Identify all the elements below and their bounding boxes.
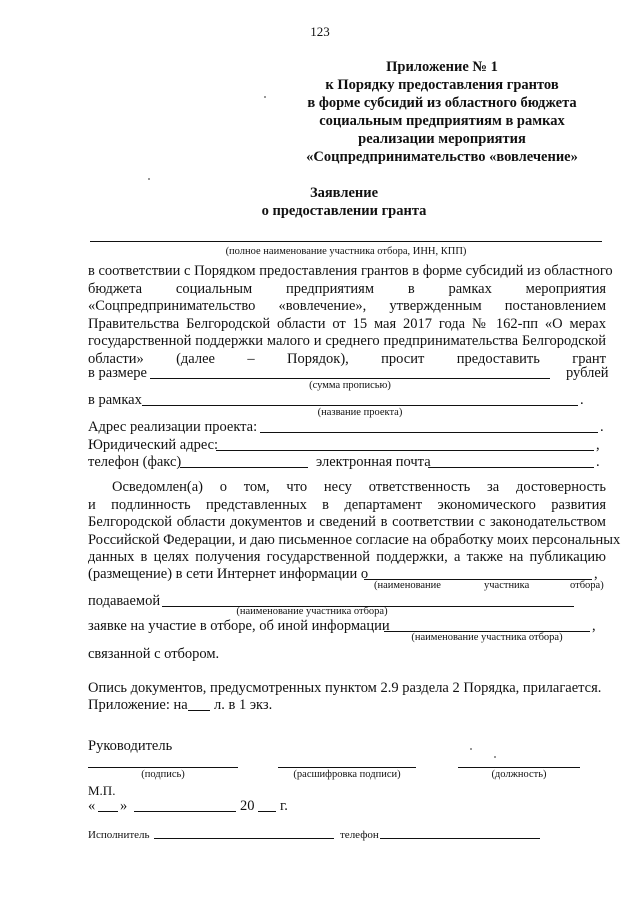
legal-address-field[interactable] xyxy=(216,450,594,451)
amount-caption: (сумма прописью) xyxy=(309,380,391,391)
date-year-prefix: 20 xyxy=(240,798,255,814)
body-line: бюджета социальным предприятиям в рамках мероприятия xyxy=(88,281,606,297)
project-field[interactable] xyxy=(142,405,578,406)
consent-line: данных в целях получения государственной поддержки, а также на публикацию xyxy=(88,549,606,565)
executor-phone-field[interactable] xyxy=(380,838,540,839)
body-line: «Соцпредпринимательство «вовлечение», утвержденным постановлением xyxy=(88,298,606,314)
publication-end: , xyxy=(594,566,598,582)
signature-decode-field[interactable] xyxy=(278,767,416,768)
email-end: . xyxy=(596,454,600,470)
consent-line: и подлинность представленных в департамент экономического развития xyxy=(88,497,606,513)
title-line-1: Заявление xyxy=(309,185,379,201)
executor-phone-label: телефон xyxy=(340,829,379,841)
legal-address-end: , xyxy=(596,437,600,453)
executor-field[interactable] xyxy=(154,838,334,839)
address-end: . xyxy=(600,419,604,435)
document-title xyxy=(0,184,640,220)
phone-field[interactable] xyxy=(180,467,308,468)
amount-field[interactable] xyxy=(150,378,550,379)
signature-caption: (подпись) xyxy=(141,769,185,780)
appendix-line: «Соцпредпринимательство «вовлечение» xyxy=(306,149,578,165)
date-day-field[interactable] xyxy=(98,811,118,812)
head-label: Руководитель xyxy=(88,738,173,754)
attachment-pages-field[interactable] xyxy=(188,710,210,711)
project-caption: (название проекта) xyxy=(317,407,403,418)
scan-speck xyxy=(470,748,472,750)
page-number: 123 xyxy=(310,24,330,39)
scan-speck xyxy=(148,178,150,180)
date-year-field[interactable] xyxy=(258,811,276,812)
appendix-header xyxy=(292,58,592,166)
publication-caption-word: участника xyxy=(484,580,530,591)
address-label: Адрес реализации проекта: xyxy=(88,419,258,435)
applicant-name-field[interactable] xyxy=(90,241,602,242)
address-field[interactable] xyxy=(260,432,598,433)
applicant-caption: (полное наименование участника отбора, ИНН, КПП) xyxy=(225,246,467,257)
date-year-suffix: г. xyxy=(280,798,288,814)
date-month-field[interactable] xyxy=(134,811,236,812)
legal-address-label: Юридический адрес: xyxy=(88,437,219,453)
amount-unit: рублей xyxy=(566,365,609,381)
inventory-text: Опись документов, предусмотренных пунктом 2.9 раздела 2 Порядка, прилагается. xyxy=(88,680,602,696)
publication-caption-word: отбора) xyxy=(570,580,604,591)
stamp-mp: М.П. xyxy=(88,783,116,798)
body-line: государственной поддержки малого и среднего предпринимательства Белгородской xyxy=(88,333,606,349)
date-quote-open: « xyxy=(88,798,96,814)
submitted-caption: (наименование участника отбора) xyxy=(236,606,388,617)
attachment-prefix: Приложение: на xyxy=(88,697,188,713)
position-field[interactable] xyxy=(458,767,580,768)
consent-line: Российской Федерации, и даю письменное согласие на обработку моих персональных xyxy=(88,532,621,548)
consent-line: Белгородской области документов и сведений в соответствии с законодательством xyxy=(88,514,606,530)
email-field[interactable] xyxy=(428,467,594,468)
body-line: области» (далее – Порядок), просит предоставить грант xyxy=(88,351,606,367)
publication-caption-word: (наименование xyxy=(374,580,441,591)
body-line: в соответствии с Порядком предоставления грантов в форме субсидий из областного xyxy=(88,263,613,279)
position-caption: (должность) xyxy=(491,769,547,780)
phone-label: телефон (факс) xyxy=(88,454,182,470)
appendix-line: социальным предприятиям в рамках xyxy=(319,113,565,129)
executor-label: Исполнитель xyxy=(88,829,150,841)
submitted-label: подаваемой xyxy=(88,593,161,609)
other-info-end: , xyxy=(592,618,596,634)
attachment-suffix: л. в 1 экз. xyxy=(214,697,273,713)
amount-label: в размере xyxy=(88,365,147,381)
email-label: электронная почта xyxy=(316,454,431,470)
appendix-line: к Порядку предоставления грантов xyxy=(325,77,559,93)
date-quote-close: » xyxy=(120,798,128,814)
body-line: Правительства Белгородской области от 15 мая 2017 года № 162-пп «О мерах xyxy=(88,316,606,332)
signature-field[interactable] xyxy=(88,767,238,768)
connected-text: связанной с отбором. xyxy=(88,646,220,662)
signature-decode-caption: (расшифровка подписи) xyxy=(293,769,401,780)
title-line-2: о предоставлении гранта xyxy=(261,203,427,219)
publication-prefix: (размещение) в сети Интернет информации о xyxy=(88,566,369,582)
appendix-line: Приложение № 1 xyxy=(386,59,498,75)
scan-speck xyxy=(494,756,496,758)
project-label: в рамках xyxy=(88,392,142,408)
appendix-line: реализации мероприятия xyxy=(358,131,526,147)
project-end: . xyxy=(580,392,584,408)
appendix-line: в форме субсидий из областного бюджета xyxy=(307,95,577,111)
scan-speck xyxy=(264,96,266,98)
consent-line: Осведомлен(а) о том, что несу ответственность за достоверность xyxy=(112,479,606,495)
other-info-caption: (наименование участника отбора) xyxy=(411,632,563,643)
other-info-label: заявке на участие в отборе, об иной информации xyxy=(88,618,390,634)
